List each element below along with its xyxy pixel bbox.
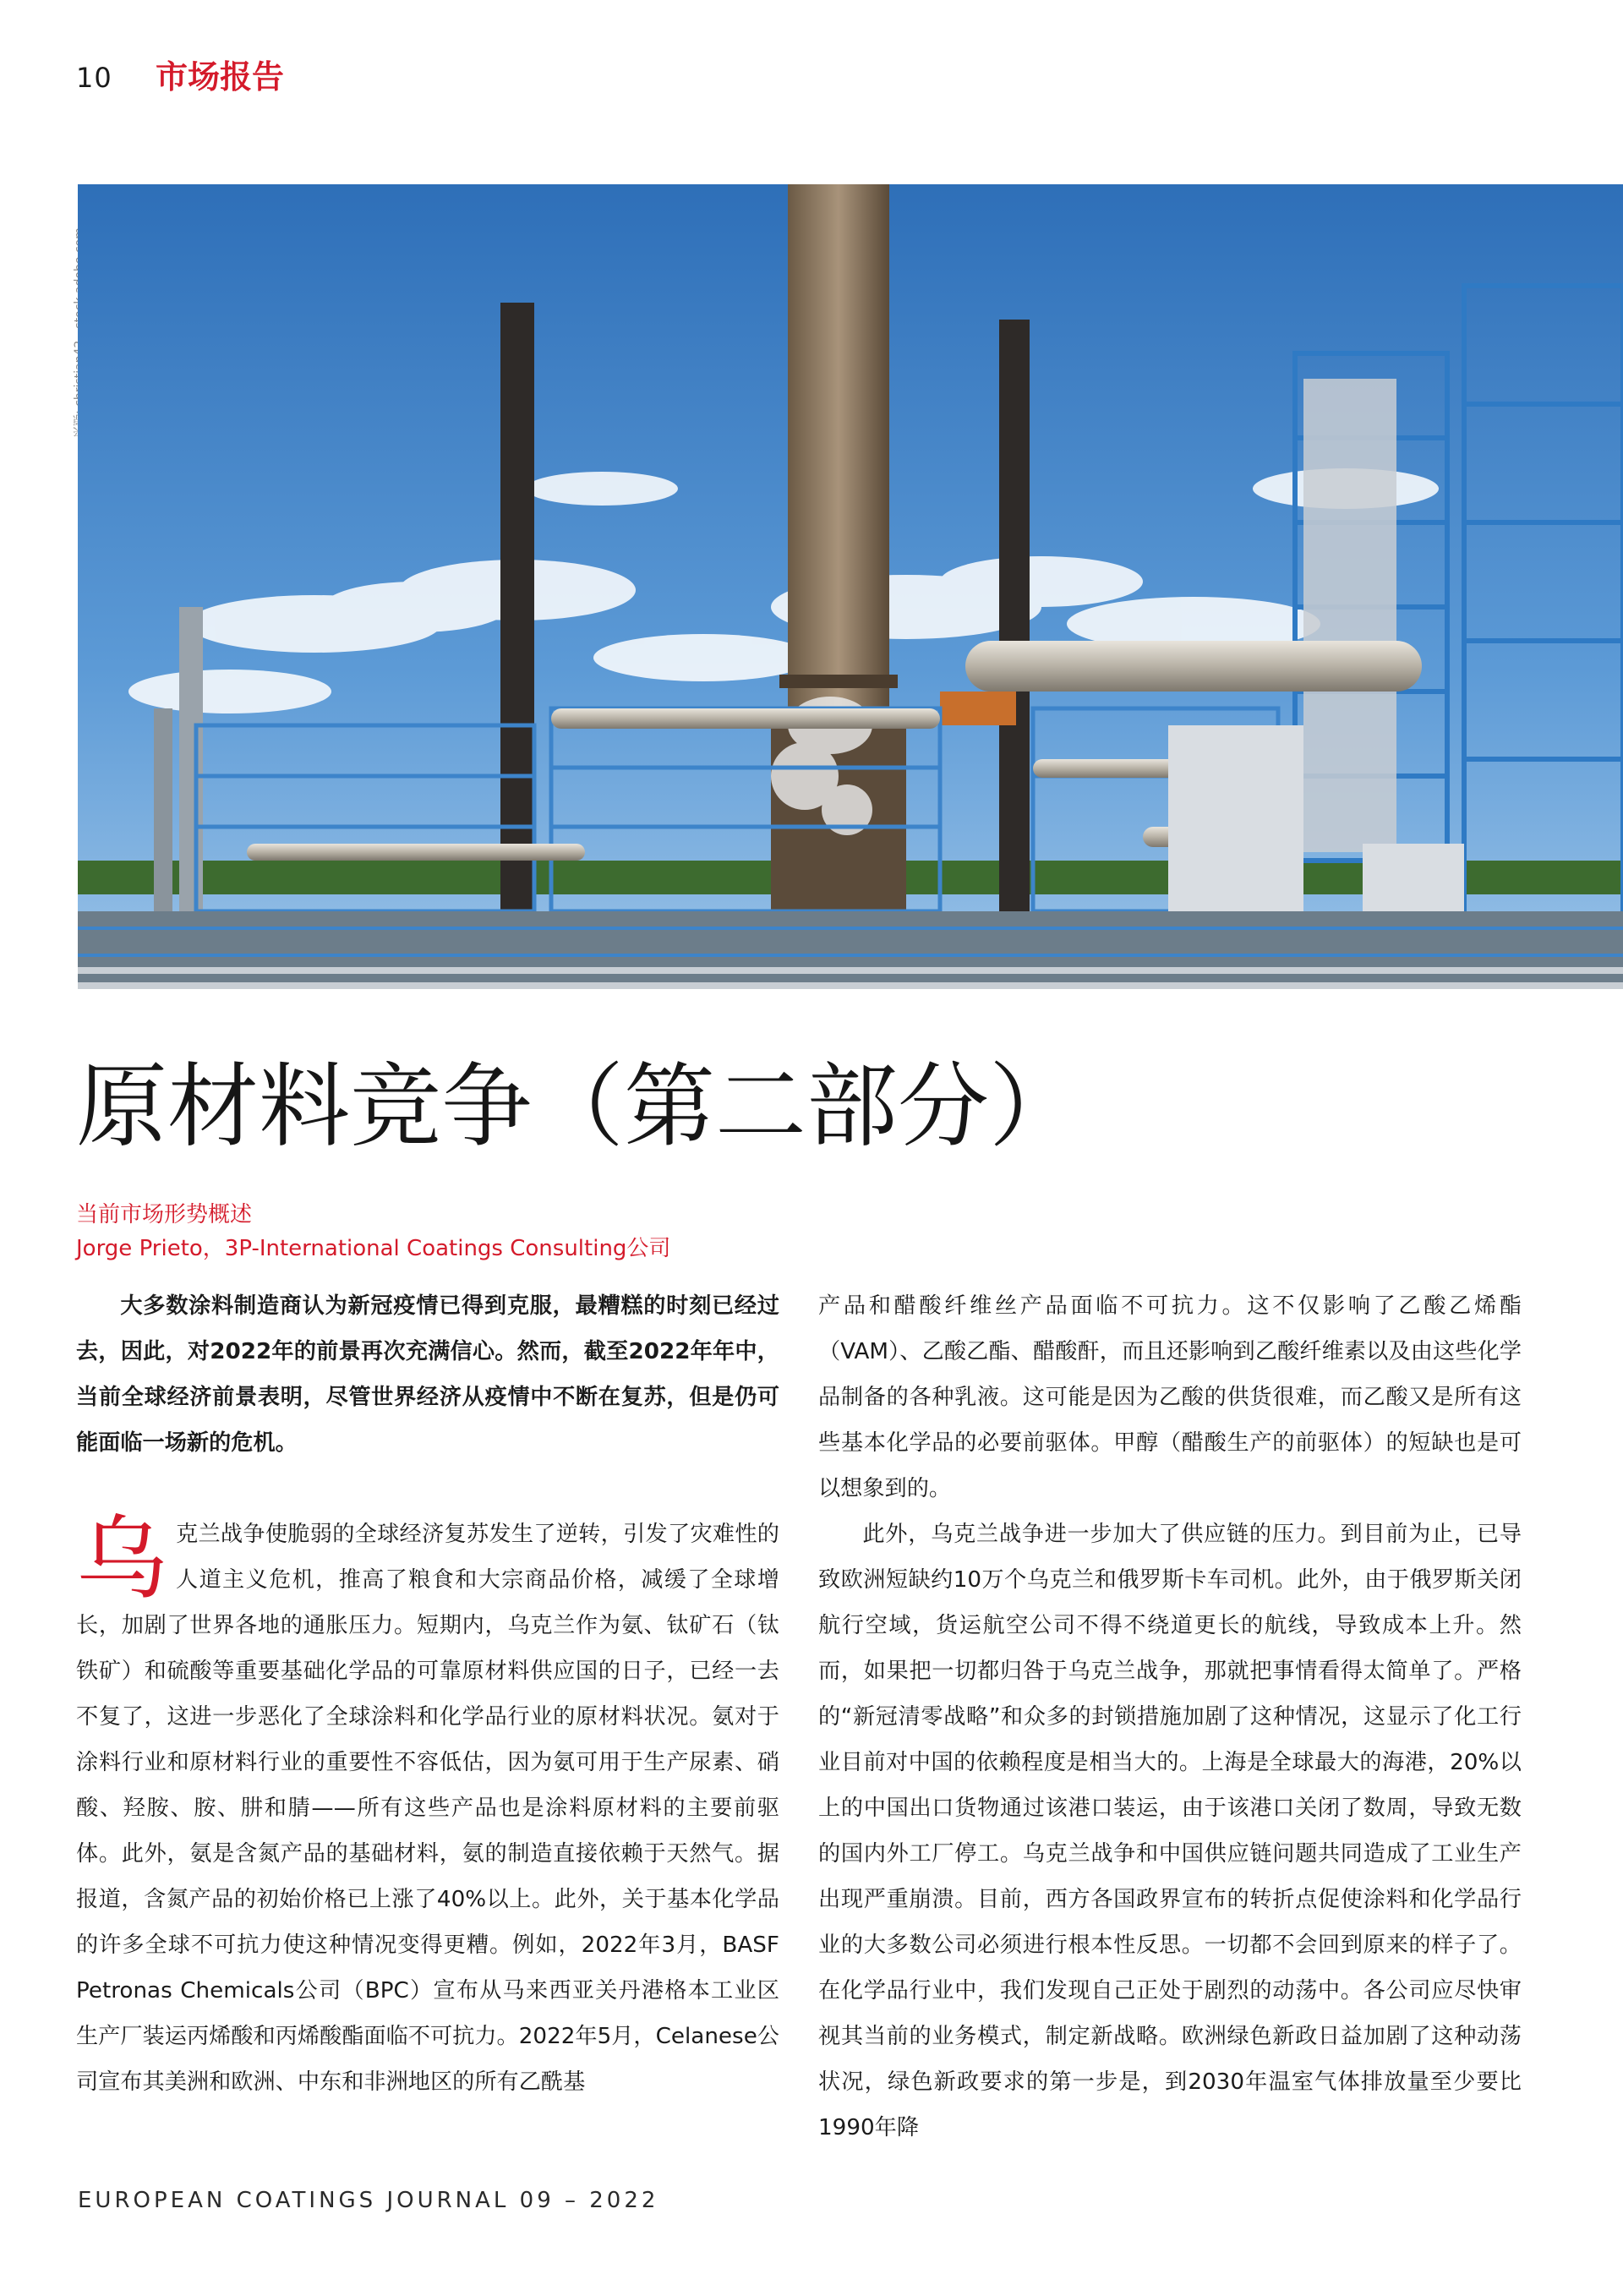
drop-cap: 乌 (76, 1506, 168, 1612)
section-title: 市场报告 (156, 58, 285, 96)
article-title: 原材料竞争（第二部分） (76, 1054, 1081, 1160)
article-subtitle: 当前市场形势概述 (76, 1202, 253, 1227)
lead-paragraph: 大多数涂料制造商认为新冠疫情已得到克服，最糟糕的时刻已经过去，因此，对2022年的前景再次充满信心。然而，截至2022年年中，当前全球经济前景表明，尽管世界经济从疫情中不断在复苏，但是仍可能面临一场新的危机。 (76, 1293, 779, 1456)
left-column (76, 1283, 779, 2105)
page-number: 10 (76, 62, 112, 94)
hero-image (78, 184, 1623, 989)
body-paragraph (76, 1506, 779, 2105)
journal-footer: EUROPEAN COATINGS JOURNAL 09 – 2022 (78, 2188, 659, 2213)
body-paragraph: 此外，乌克兰战争进一步加大了供应链的压力。到目前为止，已导致欧洲短缺约10万个乌克兰和俄罗斯卡车司机。此外，由于俄罗斯关闭航行空域，货运航空公司不得不绕道更长的航线，导致成本上升。然而，如果把一切都归咎于乌克兰战争，那就把事情看得太简单了。严格的“新冠清零战略”和众多的封锁措施加剧了这种情况，这显示了化工行业目前对中国的依赖程度是相当大的。上海是全球最大的海港，20%以上的中国出口货物通过该港口装运，由于该港口关闭了数周，导致无数的国内外工厂停工。乌克兰战争和中国供应链问题共同造成了工业生产出现严重崩溃。目前，西方各国政界宣布的转折点促使涂料和化学品行业的大多数公司必须进行根本性反思。一切都不会回到原来的样子了。在化学品行业中，我们发现自己正处于剧烈的动荡中。各公司应尽快审视其当前的业务模式，制定新战略。欧洲绿色新政日益加剧了这种动荡状况，绿色新政要求的第一步是，到2030年温室气体排放量至少要比1990年降 (818, 1522, 1522, 2140)
right-column (818, 1283, 1522, 2151)
body-paragraph: 产品和醋酸纤维丝产品面临不可抗力。这不仅影响了乙酸乙烯酯（VAM）、乙酸乙酯、醋酸酐，而且还影响到乙酸纤维素以及由这些化学品制备的各种乳液。这可能是因为乙酸的供货很难，而乙酸又是所有这些基本化学品的必要前驱体。甲醇（醋酸生产的前驱体）的短缺也是可以想象到的。 (818, 1293, 1522, 1501)
article-author: Jorge Prieto，3P-International Coatings Consulting公司 (76, 1236, 671, 1261)
refinery-illustration (78, 184, 1623, 989)
body-text: 克兰战争使脆弱的全球经济复苏发生了逆转，引发了灾难性的人道主义危机，推高了粮食和大宗商品价格，减缓了全球增长，加剧了世界各地的通胀压力。短期内，乌克兰作为氨、钛矿石（钛铁矿）和硫酸等重要基础化学品的可靠原材料供应国的日子，已经一去不复了，这进一步恶化了全球涂料和化学品行业的原材料状况。氨对于涂料行业和原材料行业的重要性不容低估，因为氨可用于生产尿素、硝酸、羟胺、胺、肼和腈——所有这些产品也是涂料原材料的主要前驱体。此外，氨是含氮产品的基础材料，氨的制造直接依赖于天然气。据报道，含氮产品的初始价格已上涨了40%以上。此外，关于基本化学品的许多全球不可抗力使这种情况变得更糟。例如，2022年3月，BASF Petronas Chemicals公司（BPC）宣布从马来西亚关丹港格本工业区生产厂装运丙烯酸和丙烯酸酯面临不可抗力。2022年5月，Celanese公司宣布其美洲和欧洲、中东和非洲地区的所有乙酰基 (76, 1522, 779, 2095)
